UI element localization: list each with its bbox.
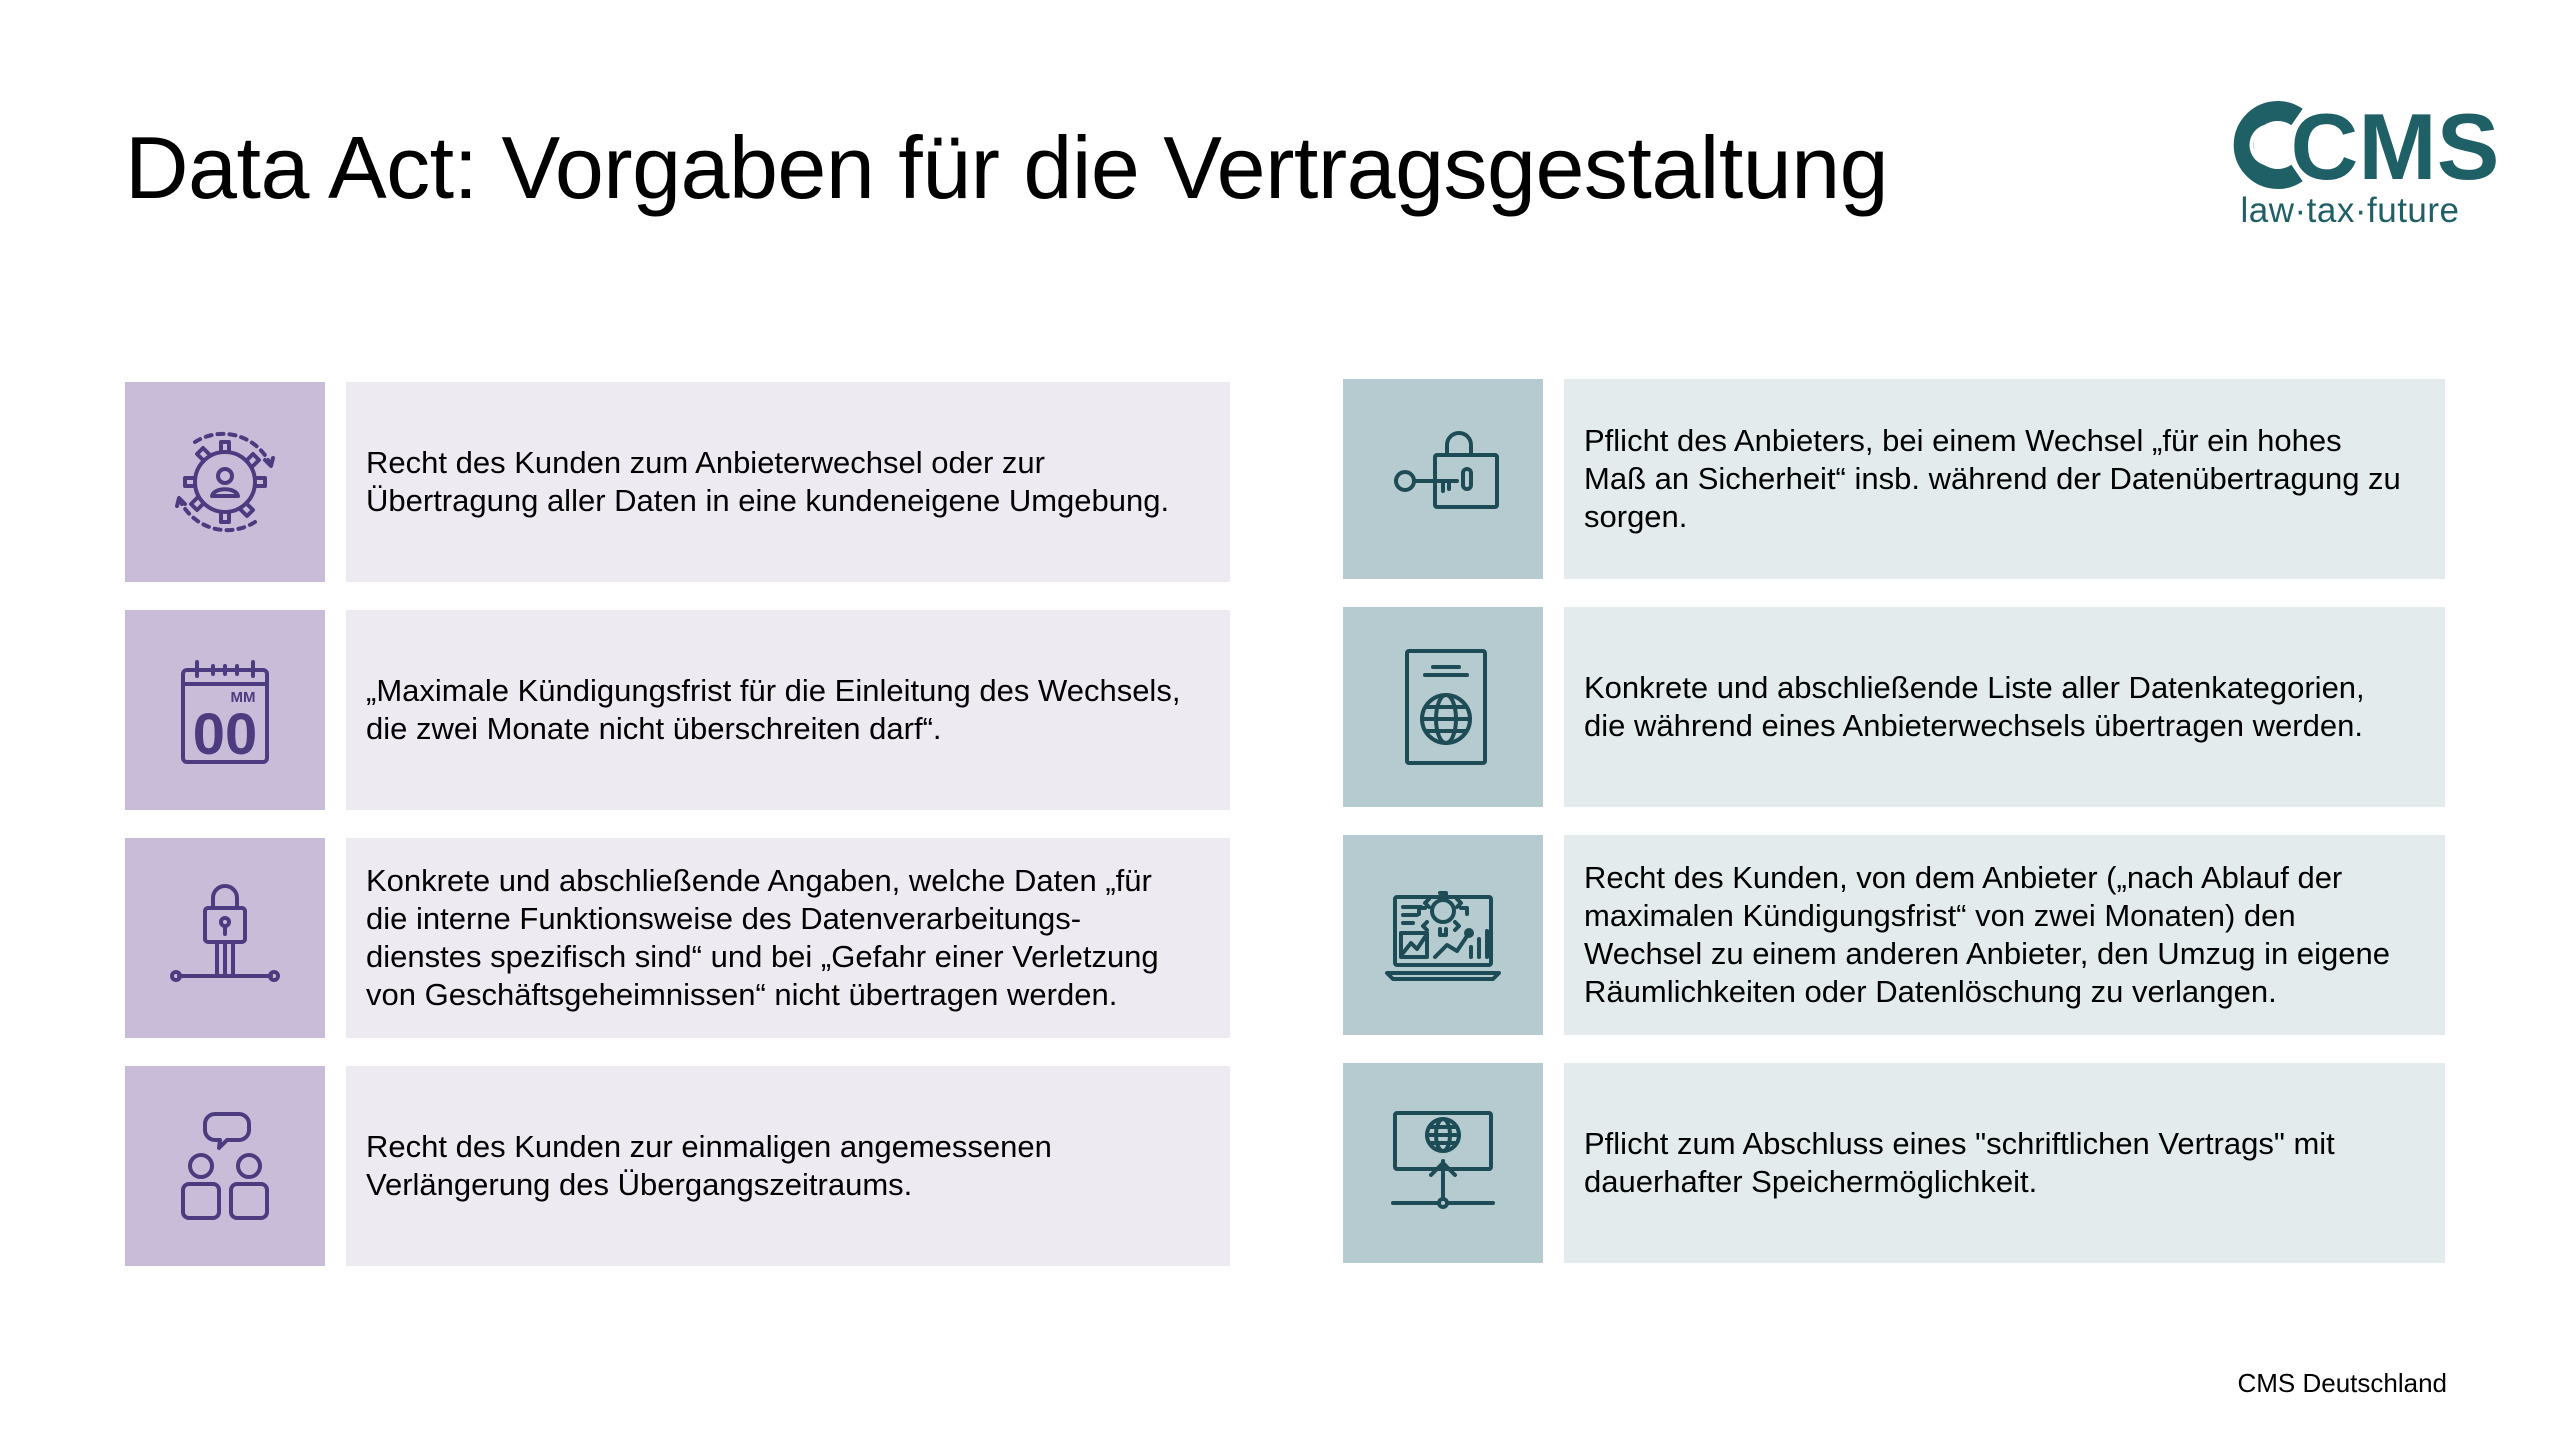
globe-monitor-network-icon xyxy=(1383,1103,1503,1223)
right-icon-box-1 xyxy=(1343,379,1543,579)
globe-document-icon xyxy=(1383,647,1503,767)
left-item-text-4: Recht des Kunden zur einmaligen angemessenen Verlängerung des Übergangszeitraums. xyxy=(366,1129,1052,1202)
right-text-box-4 xyxy=(1564,1063,2445,1263)
left-item-text-3: Konkrete und abschließende Angaben, welche Daten „für die interne Funktionsweise des Datenverarbeitungs- dienstes spezifisch sind“ und bei „Gefahr einer Verletzung von Geschäftsgeheimnissen“ nicht übertragen werden. xyxy=(366,863,1159,1012)
right-text-box-3 xyxy=(1564,835,2445,1035)
left-text-box-2 xyxy=(346,610,1230,810)
padlock-network-icon xyxy=(165,878,285,998)
calendar-icon xyxy=(165,650,285,770)
gear-user-cycle-icon xyxy=(165,422,285,542)
right-icon-box-4 xyxy=(1343,1063,1543,1263)
left-text-box-1 xyxy=(346,382,1230,582)
cms-logo xyxy=(2235,94,2500,235)
left-item-2 xyxy=(125,610,1230,810)
left-icon-box-2 xyxy=(125,610,325,810)
cms-logo-wordmark: CMS xyxy=(2290,94,2500,199)
left-text-box-3 xyxy=(346,838,1230,1038)
right-item-2 xyxy=(1343,607,2445,807)
cms-logo-tagline: law·tax·future xyxy=(2240,191,2460,230)
right-text-box-2 xyxy=(1564,607,2445,807)
calendar-value: 00 xyxy=(192,702,258,767)
slide-title: Data Act: Vorgaben für die Vertragsgestaltung xyxy=(125,118,1889,217)
left-icon-box-1 xyxy=(125,382,325,582)
right-item-text-3: Recht des Kunden, von dem Anbieter („nach Ablauf der maximalen Kündigungsfrist“ von zwei Monaten) den Wechsel zu einem anderen Anbieter, den Umzug in eigene Räumlichkeiten oder Datenlöschung zu verlangen. xyxy=(1584,860,2390,1009)
left-text-box-4 xyxy=(346,1066,1230,1266)
left-icon-box-4 xyxy=(125,1066,325,1266)
right-item-1 xyxy=(1343,379,2445,579)
left-item-3 xyxy=(125,838,1230,1038)
right-item-text-1: Pflicht des Anbieters, bei einem Wechsel „für ein hohes Maß an Sicherheit“ insb. während der Datenübertragung zu sorgen. xyxy=(1584,423,2401,534)
left-item-4 xyxy=(125,1066,1230,1266)
right-item-4 xyxy=(1343,1063,2445,1263)
left-icon-box-3 xyxy=(125,838,325,1038)
left-item-text-1: Recht des Kunden zum Anbieterwechsel oder zur Übertragung aller Daten in eine kundeneigene Umgebung. xyxy=(366,445,1170,518)
left-item-1 xyxy=(125,382,1230,582)
right-item-3 xyxy=(1343,835,2445,1035)
footer-company-name: CMS Deutschland xyxy=(2237,1368,2447,1398)
right-text-box-1 xyxy=(1564,379,2445,579)
calendar-label: MM xyxy=(230,689,256,706)
people-chat-icon xyxy=(165,1106,285,1226)
right-icon-box-3 xyxy=(1343,835,1543,1035)
laptop-gear-chart-icon xyxy=(1383,875,1503,995)
right-icon-box-2 xyxy=(1343,607,1543,807)
left-item-text-2: „Maximale Kündigungsfrist für die Einleitung des Wechsels, die zwei Monate nicht überschreiten darf“. xyxy=(366,673,1181,746)
right-item-text-2: Konkrete und abschließende Liste aller Datenkategorien, die während eines Anbieterwechsels übertragen werden. xyxy=(1584,670,2365,743)
cms-logo-mark xyxy=(2235,94,2500,199)
right-item-text-4: Pflicht zum Abschluss eines "schriftlichen Vertrags" mit dauerhafter Speichermöglichkeit. xyxy=(1584,1126,2335,1199)
key-padlock-icon xyxy=(1383,419,1503,539)
